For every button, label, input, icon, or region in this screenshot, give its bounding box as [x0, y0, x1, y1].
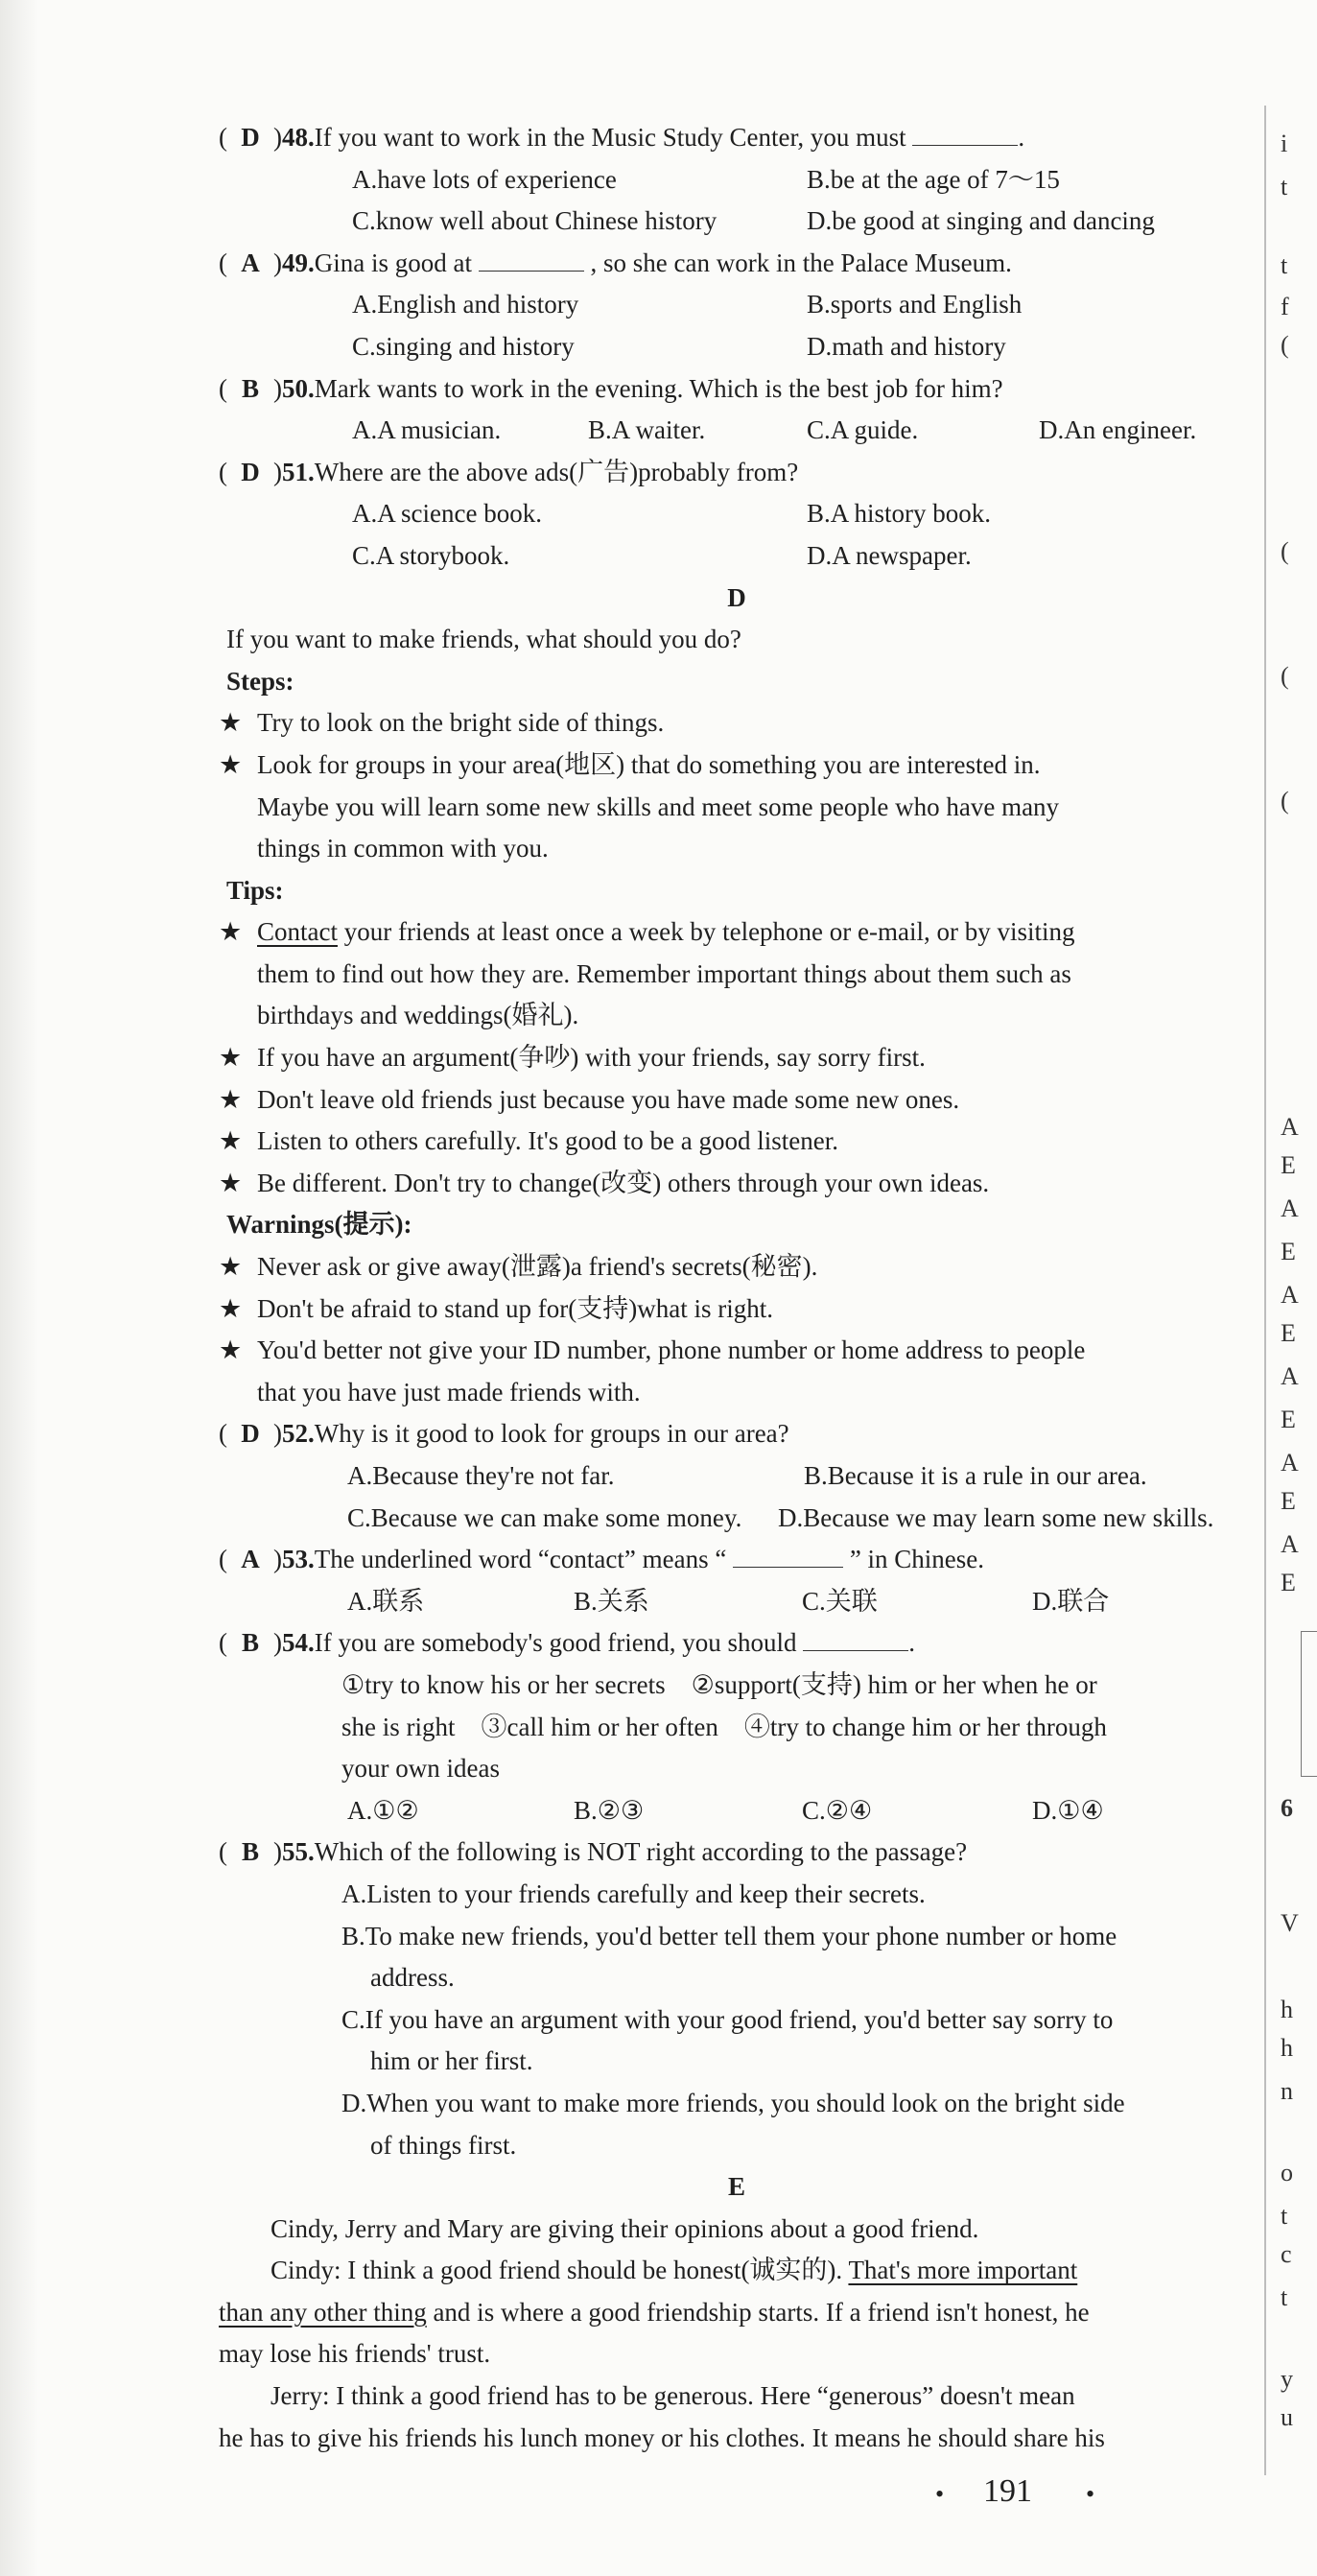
warning-text: Never ask or give away(泄露)a friend's secrets(秘密). [257, 1252, 818, 1282]
option-a: A.①② [347, 1795, 419, 1825]
adjacent-box-edge [1301, 1631, 1317, 1777]
star-icon: ★ [219, 917, 243, 947]
edge-char: t [1281, 2202, 1288, 2230]
option-c: C.know well about Chinese history [352, 206, 717, 236]
option-b: B.sports and English [807, 290, 1023, 319]
option-d: D.Because we may learn some new skills. [778, 1502, 1214, 1532]
section-d-intro: If you want to make friends, what should you do? [226, 625, 741, 654]
answer-blank [479, 244, 584, 272]
bracket-close: ) [273, 373, 282, 403]
options-51-ab [219, 493, 1255, 535]
option-c: C.Because we can make some money. [347, 1502, 742, 1532]
bracket-open: ( [219, 1837, 227, 1867]
edge-char: A [1281, 1113, 1299, 1141]
star-icon: ★ [219, 1043, 243, 1073]
tip-1-line-2: them to find out how they are. Remember important things about them such as [257, 958, 1071, 988]
answer-52: D [241, 1419, 260, 1449]
option-a: A.联系 [347, 1586, 425, 1616]
answer-blank [733, 1540, 843, 1568]
page-number: 191 [983, 2473, 1032, 2509]
warning-2 [219, 1288, 1255, 1331]
step-2-line-2: Maybe you will learn some new skills and meet some people who have many [257, 792, 1060, 821]
edge-char: E [1281, 1319, 1296, 1347]
option-b: B.②③ [574, 1795, 645, 1825]
option-b: B.关系 [574, 1586, 649, 1616]
bracket-open: ( [219, 373, 227, 403]
option-d: D.联合 [1032, 1586, 1110, 1616]
section-e-p2-line-2 [219, 2292, 1255, 2334]
column-divider [1264, 106, 1266, 2475]
tip-2 [219, 1037, 1255, 1079]
options-51-cd [219, 535, 1255, 578]
question-text: Gina is good at [314, 248, 472, 277]
edge-char: A [1281, 1362, 1299, 1390]
question-number: 52. [282, 1419, 315, 1449]
edge-char: o [1281, 2159, 1293, 2186]
option-d: D.An engineer. [1039, 415, 1197, 445]
step-2-line-3: things in common with you. [257, 834, 549, 863]
option-b: B.be at the age of 7～15 [807, 164, 1060, 194]
bracket-open: ( [219, 1628, 227, 1658]
edge-char: n [1281, 2077, 1293, 2105]
q54-choice-line-1: ①try to know his or her secrets ②support(支持) him or her when he or [341, 1669, 1097, 1699]
option-d-cont: of things first. [370, 2130, 517, 2160]
tip-1 [219, 911, 1255, 954]
option-d: D.①④ [1032, 1795, 1104, 1825]
question-text: Mark wants to work in the evening. Which is the best job for him? [314, 373, 1003, 403]
bracket-close: ) [273, 1545, 282, 1574]
tip-text: your friends at least once a week by telephone or e-mail, or by visiting [337, 917, 1075, 947]
page-number-dot-right: • [1086, 2480, 1095, 2508]
question-text: Why is it good to look for groups in our area? [314, 1419, 789, 1449]
option-a: A.have lots of experience [352, 164, 617, 194]
question-52 [219, 1413, 1255, 1455]
answer-51: D [241, 457, 260, 486]
bracket-close: ) [273, 1419, 282, 1449]
option-b: B.Because it is a rule in our area. [804, 1461, 1147, 1490]
edge-char: h [1281, 2034, 1293, 2062]
warning-text: Don't be afraid to stand up for(支持)what is right. [257, 1293, 773, 1323]
option-d: D.math and history [807, 331, 1006, 361]
option-b: B.To make new friends, you'd better tell them your phone number or home [341, 1921, 1117, 1950]
edge-char: h [1281, 1996, 1293, 2023]
tip-text: Be different. Don't try to change(改变) others through your own ideas. [257, 1168, 990, 1197]
option-c: C.关联 [802, 1586, 878, 1616]
tip-text: If you have an argument(争吵) with your friends, say sorry first. [257, 1043, 926, 1073]
tip-1-line-3: birthdays and weddings(婚礼). [257, 1001, 579, 1030]
section-e-p1: Cindy, Jerry and Mary are giving their opinions about a good friend. [270, 2213, 979, 2243]
edge-char: E [1281, 1238, 1296, 1265]
star-icon: ★ [219, 1335, 243, 1365]
question-53 [219, 1539, 1255, 1581]
question-end: . [1018, 123, 1025, 152]
star-icon: ★ [219, 749, 243, 779]
star-icon: ★ [219, 1293, 243, 1323]
warning-1 [219, 1246, 1255, 1288]
option-c: C.②④ [802, 1795, 873, 1825]
star-icon: ★ [219, 1252, 243, 1282]
option-d: D.When you want to make more friends, you should look on the bright side [341, 2088, 1125, 2117]
question-text: Where are the above ads(广告)probably from? [314, 457, 799, 486]
question-number: 51. [282, 457, 315, 486]
option-a: A.Listen to your friends carefully and keep their secrets. [341, 1879, 926, 1908]
q54-choice-line-2: she is right ③call him or her often ④try to change him or her through [341, 1712, 1107, 1741]
steps-label: Steps: [226, 666, 294, 696]
options-48-ab [219, 159, 1255, 201]
tip-text: Don't leave old friends just because you have made some new ones. [257, 1084, 960, 1114]
option-c: C.A storybook. [352, 540, 510, 570]
options-52-cd [219, 1498, 1255, 1540]
edge-char: A [1281, 1194, 1299, 1222]
edge-char: E [1281, 1406, 1296, 1433]
bracket-open: ( [219, 123, 227, 152]
question-text: The underlined word “contact” means “ [314, 1545, 727, 1574]
tip-4 [219, 1121, 1255, 1163]
question-48 [219, 117, 1255, 159]
section-e-heading: E [727, 2172, 745, 2202]
bracket-close: ) [273, 457, 282, 486]
page-number-dot-left: • [935, 2480, 945, 2508]
answer-blank [912, 118, 1018, 146]
option-d: D.A newspaper. [807, 540, 972, 570]
warning-text: You'd better not give your ID number, phone number or home address to people [257, 1335, 1086, 1365]
options-49-ab [219, 284, 1255, 326]
section-e-p2-line-3: may lose his friends' trust. [219, 2339, 491, 2369]
question-49 [219, 243, 1255, 285]
question-number: 55. [282, 1837, 315, 1867]
step-1 [219, 702, 1255, 744]
bracket-close: ) [273, 1837, 282, 1867]
tip-text: Listen to others carefully. It's good to be a good listener. [257, 1126, 838, 1156]
question-text: If you are somebody's good friend, you should [314, 1628, 797, 1658]
question-text-cont: ” in Chinese. [849, 1545, 985, 1574]
option-a: A.A musician. [352, 415, 502, 445]
underlined-word-contact: Contact [257, 917, 338, 947]
edge-char: y [1281, 2365, 1293, 2393]
options-48-cd [219, 201, 1255, 243]
bracket-open: ( [219, 1419, 227, 1449]
section-e-p3-line-1: Jerry: I think a good friend has to be generous. Here “generous” doesn't mean [270, 2381, 1075, 2411]
tip-3 [219, 1079, 1255, 1122]
edge-char: t [1281, 173, 1288, 201]
option-a: A.English and history [352, 290, 579, 319]
option-c: C.If you have an argument with your good friend, you'd better say sorry to [341, 2004, 1114, 2034]
options-49-cd [219, 326, 1255, 368]
answer-blank [803, 1623, 908, 1651]
option-b-cont: address. [370, 1963, 455, 1993]
page-gutter-shadow [0, 0, 38, 2576]
star-icon: ★ [219, 1084, 243, 1114]
bracket-open: ( [219, 1545, 227, 1574]
question-number: 53. [282, 1545, 315, 1574]
option-b: B.A waiter. [588, 415, 706, 445]
question-number: 50. [282, 373, 315, 403]
options-53 [219, 1581, 1255, 1623]
edge-char: A [1281, 1281, 1299, 1309]
edge-char: E [1281, 1487, 1296, 1515]
option-c: C.singing and history [352, 331, 575, 361]
step-text: Try to look on the bright side of things. [257, 708, 665, 738]
option-b: B.A history book. [807, 499, 992, 529]
underlined-sentence-cont: than any other thing [219, 2297, 427, 2327]
option-d: D.be good at singing and dancing [807, 206, 1155, 236]
edge-char: ( [1281, 537, 1289, 565]
warning-3-line-2: that you have just made friends with. [257, 1377, 641, 1406]
edge-char: E [1281, 1151, 1296, 1179]
question-51 [219, 452, 1255, 494]
question-number: 48. [282, 123, 315, 152]
answer-48: D [241, 123, 260, 152]
edge-char: t [1281, 2283, 1288, 2311]
edge-char: A [1281, 1530, 1299, 1558]
star-icon: ★ [219, 1168, 243, 1197]
edge-char: ( [1281, 662, 1289, 690]
warning-3 [219, 1330, 1255, 1372]
tip-5 [219, 1163, 1255, 1205]
question-number: 49. [282, 248, 315, 277]
underlined-sentence: That's more important [848, 2256, 1078, 2285]
star-icon: ★ [219, 1126, 243, 1156]
question-54 [219, 1622, 1255, 1665]
edge-char: u [1281, 2403, 1293, 2431]
edge-char: i [1281, 130, 1288, 157]
edge-char: ( [1281, 787, 1289, 815]
step-2 [219, 744, 1255, 787]
answer-55: B [241, 1837, 259, 1867]
edge-char: c [1281, 2240, 1292, 2268]
step-text: Look for groups in your area(地区) that do something you are interested in. [257, 749, 1041, 779]
options-50 [219, 410, 1255, 452]
question-text: If you want to work in the Music Study Center, you must [314, 123, 906, 152]
answer-50: B [241, 373, 259, 403]
bracket-close: ) [273, 248, 282, 277]
edge-char: t [1281, 251, 1288, 279]
option-a: A.Because they're not far. [347, 1461, 615, 1490]
section-e-p2-line-1 [219, 2250, 1255, 2292]
question-50 [219, 368, 1255, 411]
answer-53: A [241, 1545, 260, 1574]
bracket-open: ( [219, 457, 227, 486]
bracket-close: ) [273, 1628, 282, 1658]
option-c-cont: him or her first. [370, 2046, 533, 2076]
question-55 [219, 1832, 1255, 1874]
warnings-label: Warnings(提示): [226, 1210, 412, 1240]
edge-char: V [1281, 1909, 1299, 1937]
paragraph-text: and is where a good friendship starts. If a friend isn't honest, he [426, 2297, 1090, 2327]
edge-char: f [1281, 293, 1289, 320]
option-a: A.A science book. [352, 499, 542, 529]
edge-char: A [1281, 1449, 1299, 1477]
question-text: Which of the following is NOT right according to the passage? [314, 1837, 968, 1867]
question-number: 54. [282, 1628, 315, 1658]
main-column [219, 117, 1255, 2459]
edge-char: ( [1281, 331, 1289, 359]
question-end: . [908, 1628, 916, 1658]
edge-char: E [1281, 1569, 1296, 1596]
tips-label: Tips: [226, 875, 284, 905]
options-54 [219, 1790, 1255, 1832]
option-c: C.A guide. [807, 415, 919, 445]
q54-choice-line-3: your own ideas [341, 1754, 500, 1784]
answer-49: A [241, 248, 260, 277]
bracket-close: ) [273, 123, 282, 152]
star-icon: ★ [219, 708, 243, 738]
paragraph-text: Cindy: I think a good friend should be honest(诚实的). [270, 2256, 849, 2285]
bracket-open: ( [219, 248, 227, 277]
section-e-p3-line-2: he has to give his friends his lunch money or his clothes. It means he should share his [219, 2422, 1105, 2452]
options-52-ab [219, 1455, 1255, 1498]
section-d-heading: D [727, 582, 746, 612]
answer-54: B [241, 1628, 259, 1658]
question-text-cont: , so she can work in the Palace Museum. [590, 248, 1012, 277]
edge-char: 6 [1281, 1794, 1293, 1822]
